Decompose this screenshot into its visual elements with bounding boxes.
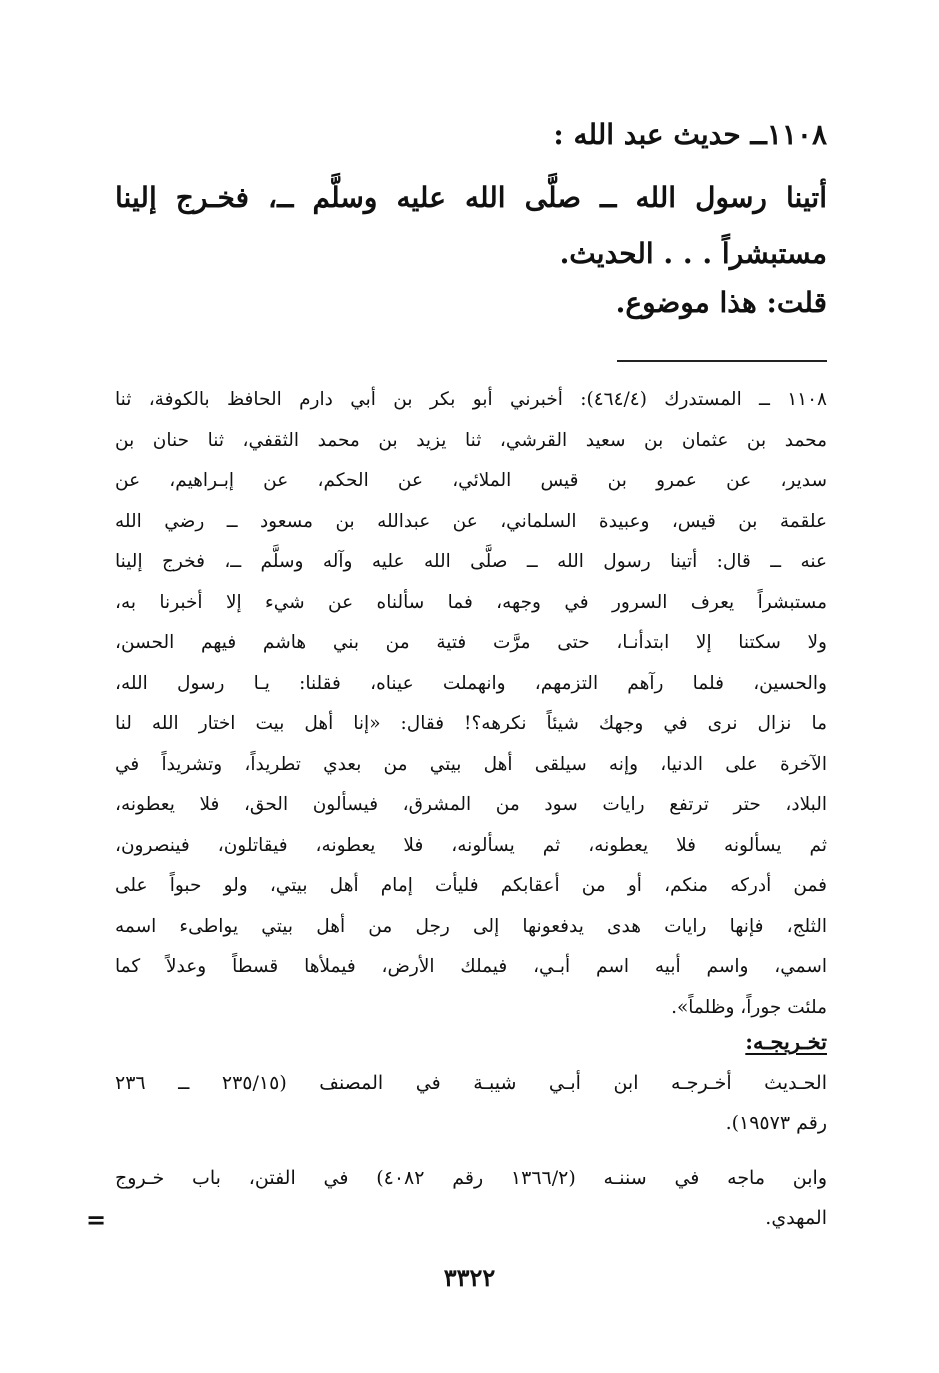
footnote-line: محمد بن عثمان بن سعيد القرشي، ثنا يزيد بن محمد الثقفي، ثنا حنان بن (115, 429, 827, 451)
takhrij-line: وابن ماجه في سننـه (١٣٦٦/٢ رقم ٤٠٨٢) في الفتن، باب خـروج (115, 1167, 828, 1189)
footnote-line: والحسين، فلما رآهم التزمهم، وانهملت عيناه، فقلنا: يـا رسول الله، (115, 672, 827, 694)
footnote-line: ولا سكتنا إلا ابتدأنـا، حتى مرَّت فتية من بني هاشم فيهم الحسن، (115, 632, 827, 653)
takhrij-line: رقم ١٩٥٧٣). (725, 1112, 827, 1134)
footnote-line: مستبشراً يعرف السرور في وجهه، فما سألناه عن شيء إلا أخبرنا به، (115, 591, 827, 613)
footnote-line: اسمي، واسم أبيه اسم أبـي، فيملك الأرض، فيملأها قسطاً وعدلاً كما (115, 956, 827, 977)
footnote-line: ملئت جوراً، وظلماً». (671, 996, 827, 1018)
footnote-line: عنه ــ قال: أتينا رسول الله ــ صلَّى الله عليه وآله وسلَّم ــ، فخرج إلينا (115, 551, 827, 572)
footnote-line: ثم يسألونه فلا يعطونه، ثم يسألونه، فلا يعطونه، فيقاتلون، فينصرون، (115, 834, 827, 856)
page-number: ٣٣٢٢ (443, 1263, 496, 1292)
takhrij-paragraph (115, 1063, 827, 1143)
footnote-line: البلاد، حتر ترتفع رايات سود من المشرق، فيسألون الحق، فلا يعطونه، (115, 794, 827, 815)
footnote-line: سدير، عن عمرو بن قيس الملائي، عن الحكم، عن إبـراهيم، عن (115, 470, 827, 491)
takhrij-paragraph (115, 1158, 827, 1238)
footnote-body (115, 380, 827, 1028)
footnote-line: الثلج، فإنها رايات هدى يدفعونها إلى رجل من أهل بيتي يواطىء اسمه (115, 915, 827, 937)
takhrij-line: الحـديث أخـرجـه ابن أبـي شيبـة في المصنف (٢٣٥/١٥ ــ ٢٣٦ (115, 1072, 827, 1094)
hadith-line: مستبشراً . . . الحديث. (559, 237, 827, 270)
footnote-line: علقمة بن قيس، وعبيدة السلماني، عن عبدالله بن مسعود ــ رضي الله (115, 510, 827, 532)
footnote-line: الآخرة على الدنيا، وإنه سيلقى أهل بيتي من بعدي تطريداً، وتشريداً في (115, 753, 827, 775)
footnote-line: فمن أدركه منكم، أو من أعقابكم فليأت إمام أهل بيتي، ولو حبواً على (115, 875, 827, 896)
takhrij-line: المهدي. (765, 1207, 827, 1229)
author-verdict: قلت: هذا موضوع. (615, 286, 827, 319)
footnote-line: ١١٠٨ ــ المستدرك (٤٦٤/٤): أخبرني أبو بكر بن أبي دارم الحافظ بالكوفة، ثنا (115, 389, 827, 410)
takhrij-heading: تخـريجـه: (745, 1029, 827, 1054)
continuation-mark: = (86, 1206, 107, 1234)
footnote-line: ما نزال نرى في وجهك شيئاً نكرهه؟! فقال: «إنا أهل بيت اختار الله لنا (115, 713, 827, 734)
hadith-heading: ١١٠٨ــ حديث عبد الله : (553, 118, 827, 151)
footnote-separator (617, 360, 827, 362)
hadith-text (115, 170, 827, 282)
hadith-line: أتينا رسول الله ــ صلَّى الله عليه وسلَّم ــ، فخـرج إلينا (115, 181, 827, 214)
